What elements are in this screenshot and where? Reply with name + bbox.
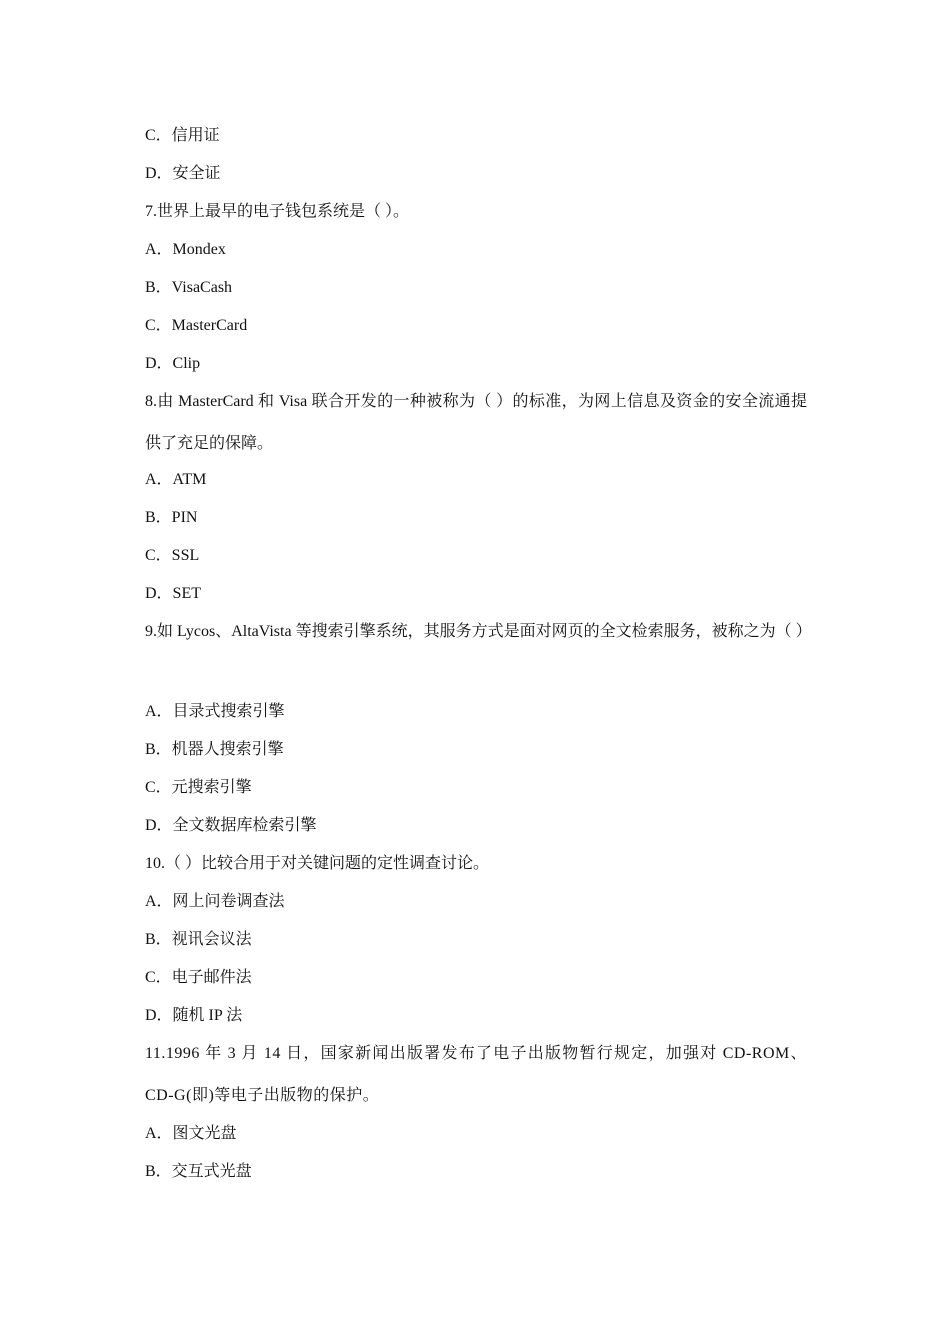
option-c-q6: C．信用证: [145, 127, 220, 144]
option-c-q8: C．SSL: [145, 547, 200, 564]
option-b-q10: B．视讯会议法: [145, 931, 252, 948]
option-d-q6: D．安全证: [145, 165, 221, 182]
option-d-q7: D．Clip: [145, 355, 201, 372]
option-d-q8: D．SET: [145, 585, 202, 602]
option-b-q11: B．交互式光盘: [145, 1163, 252, 1180]
option-a-q10: A．网上问卷调查法: [145, 893, 285, 910]
option-c-q7: C．MasterCard: [145, 317, 248, 334]
question-7: 7.世界上最早的电子钱包系统是（ ）。: [145, 203, 410, 220]
option-a-q9: A．目录式搜索引擎: [145, 703, 285, 720]
option-b-q8: B．PIN: [145, 509, 198, 526]
option-c-q9: C．元搜索引擎: [145, 779, 252, 796]
question-8: 8.由 MasterCard 和 Visa 联合开发的一种被称为（ ）的标准，为网上信息及资金的安全流通提供了充足的保障。: [145, 393, 807, 452]
option-a-q7: A．Mondex: [145, 241, 226, 258]
option-a-q8: A．ATM: [145, 471, 207, 488]
question-9: 9.如 Lycos、AltaVista 等搜索引擎系统，其服务方式是面对网页的全文检索服务，被称之为（ ）: [145, 623, 812, 640]
option-d-q10: D．随机 IP 法: [145, 1007, 243, 1024]
question-10: 10.（ ）比较合用于对关键问题的定性调查讨论。: [145, 855, 490, 872]
option-b-q9: B．机器人搜索引擎: [145, 741, 284, 758]
option-d-q9: D．全文数据库检索引擎: [145, 817, 317, 834]
question-11: 11.1996 年 3 月 14 日，国家新闻出版署发布了电子出版物暂行规定，加强对 CD-ROM、CD-G(即)等电子出版物的保护。: [145, 1045, 807, 1104]
option-c-q10: C．电子邮件法: [145, 969, 252, 986]
option-a-q11: A．图文光盘: [145, 1125, 237, 1142]
option-b-q7: B．VisaCash: [145, 279, 233, 296]
